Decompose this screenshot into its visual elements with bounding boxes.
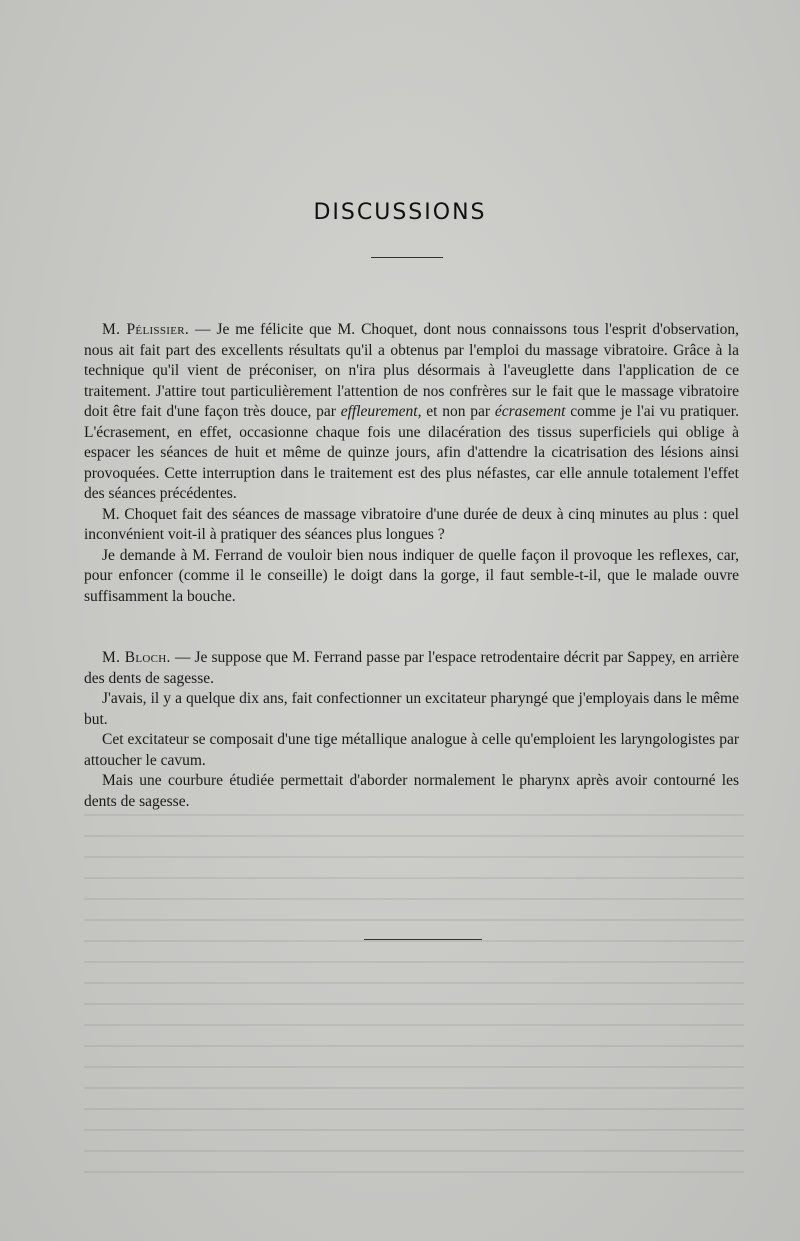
end-divider — [364, 939, 482, 940]
paragraph-bloch-3: Cet excitateur se composait d'une tige métallique analogue à celle qu'emploient les laryngologistes par attoucher le cavum. — [84, 731, 739, 769]
paragraph-text: , et non par — [417, 403, 495, 420]
page-title: DISCUSSIONS — [313, 200, 487, 225]
paragraph-bloch-4: Mais une courbure étudiée permettait d'aborder normalement le pharynx après avoir contourné les dents de sagesse. — [84, 772, 739, 810]
discussion-bloch — [84, 648, 739, 812]
paragraph-text: — Je suppose que M. Ferrand passe par l'espace retrodentaire décrit par Sappey, en arrière des dents de sagesse. — [84, 649, 740, 687]
show-through-texture — [84, 800, 744, 1180]
paragraph-pelissier-1 — [84, 320, 739, 505]
title-divider — [371, 257, 443, 258]
speaker-name: M. Pélissier. — [102, 321, 190, 338]
emphasis-text: écrasement — [494, 403, 566, 420]
paragraph-bloch-2: J'avais, il y a quelque dix ans, fait confectionner un excitateur pharyngé que j'employais dans le même but. — [84, 690, 739, 728]
emphasis-text: effleurement — [340, 403, 418, 420]
paragraph-pelissier-2: M. Choquet fait des séances de massage vibratoire d'une durée de deux à cinq minutes au plus : quel inconvénient voit-il à pratiquer des séances plus longues ? — [84, 505, 739, 543]
paragraph-text: comme je l'ai vu pratiquer. L'écrasement, en effet, occasionne chaque fois une dilacération des tissus superficiels qui oblige à espacer les séances de huit et même de quinze jours, afin d'attendre la cicatrisation des lésions ainsi provoquées. Cette interruption dans le traitement est des plus néfastes, car elle annule totalement l'effet des séances précédentes. — [84, 403, 739, 502]
paragraph-bloch-1 — [84, 648, 739, 689]
discussion-pelissier — [84, 320, 739, 607]
speaker-name: M. Bloch. — [102, 649, 171, 666]
paragraph-text: — Je me félicite que M. Choquet, dont nous connaissons tous l'esprit d'observation, nous ait fait part des excellents résultats qu'il a obtenus par l'emploi du massage vibratoire. Grâce à la technique qu'il vient de préconiser, on n'ira plus désormais à l'aveuglette dans l'application de ce traitement. J'attire tout particulièrement l'attention de nos confrères sur le fait que le massage vibratoire doit être fait d'une façon très douce, par — [84, 321, 740, 420]
paragraph-pelissier-3: Je demande à M. Ferrand de vouloir bien nous indiquer de quelle façon il provoque les reflexes, car, pour enfoncer (comme il le conseille) le doigt dans la gorge, il faut semble-t-il, que le malade ouvre suffisamment la bouche. — [84, 546, 739, 605]
